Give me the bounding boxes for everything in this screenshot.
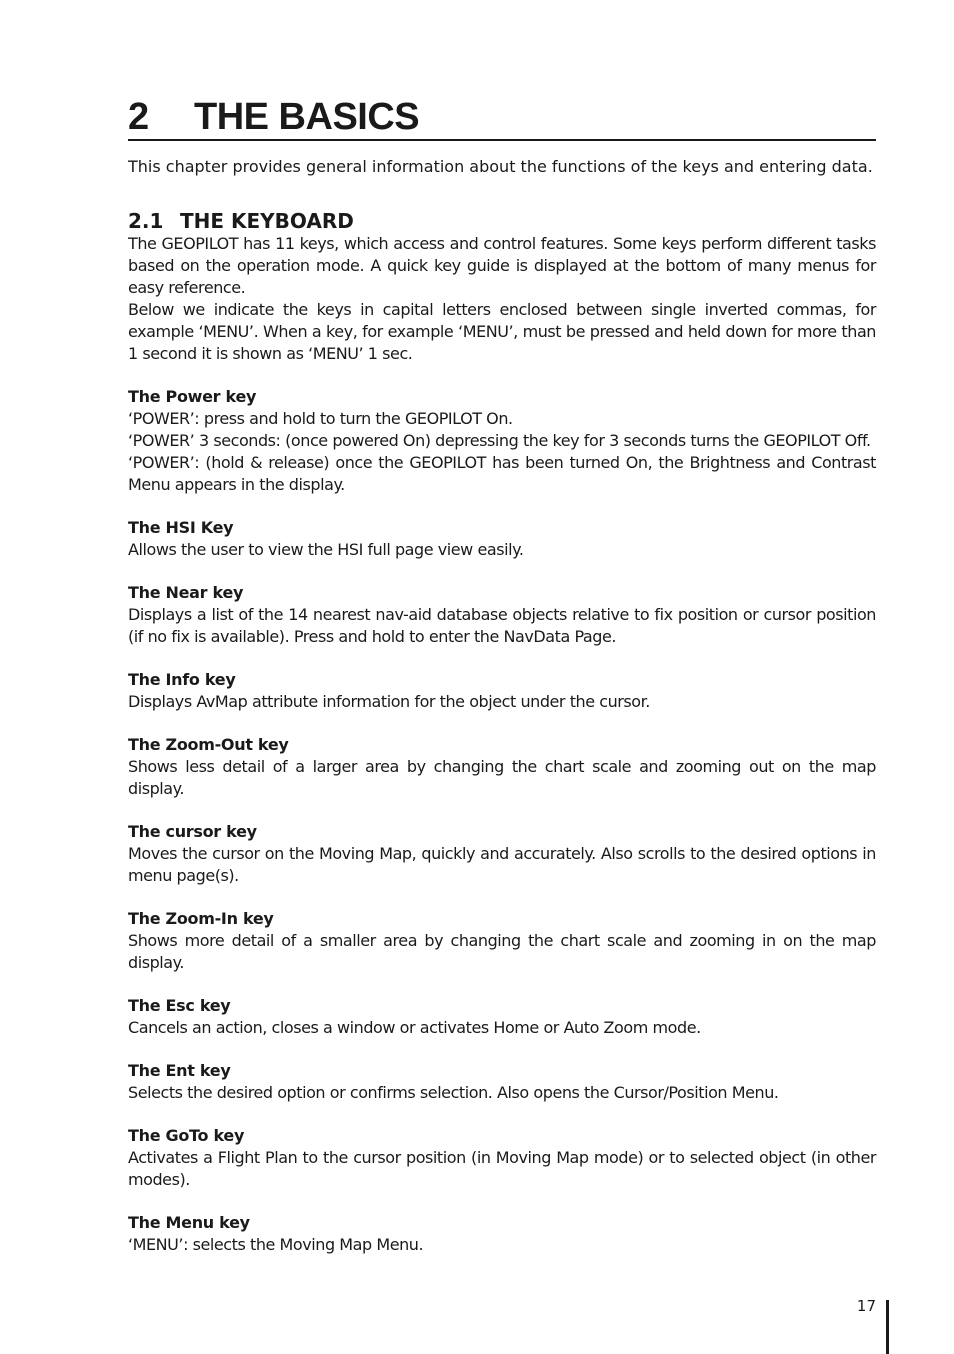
key-title: The Menu key [128, 1213, 250, 1232]
key-cursor [128, 821, 876, 887]
key-menu [128, 1212, 876, 1256]
key-info [128, 669, 876, 713]
key-description: Allows the user to view the HSI full page view easily. [128, 540, 524, 559]
intro-paragraph: This chapter provides general information about the functions of the keys and entering data. [128, 157, 873, 176]
section-number: 2.1 [128, 209, 164, 233]
key-title: The HSI Key [128, 518, 234, 537]
key-description: Cancels an action, closes a window or activates Home or Auto Zoom mode. [128, 1018, 701, 1037]
key-description: Activates a Flight Plan to the cursor position (in Moving Map mode) or to selected object (in other modes). [128, 1148, 876, 1189]
key-title: The Zoom-Out key [128, 735, 289, 754]
key-title: The Esc key [128, 996, 231, 1015]
section-title: THE KEYBOARD [180, 209, 354, 233]
key-hsi [128, 517, 876, 561]
section-heading [128, 208, 354, 234]
key-title: The Near key [128, 583, 244, 602]
key-description: Shows less detail of a larger area by changing the chart scale and zooming out on the map display. [128, 757, 876, 798]
section-paragraph: The GEOPILOT has 11 keys, which access and control features. Some keys perform different tasks based on the operation mode. A quick key guide is displayed at the bottom of many menus for easy reference. [128, 234, 876, 297]
chapter-heading [128, 95, 876, 141]
key-ent [128, 1060, 876, 1104]
key-goto [128, 1125, 876, 1191]
key-description: Displays AvMap attribute information for the object under the cursor. [128, 692, 650, 711]
section-paragraph: Below we indicate the keys in capital letters enclosed between single inverted commas, for example ‘MENU’. When a key, for example ‘MENU’, must be pressed and held down for more than 1 second it is shown as ‘MENU’ 1 sec. [128, 300, 876, 363]
key-near [128, 582, 876, 648]
key-description: Shows more detail of a smaller area by changing the chart scale and zooming in on the map display. [128, 931, 876, 972]
chapter-number: 2 [128, 96, 149, 139]
key-esc [128, 995, 876, 1039]
key-description: Moves the cursor on the Moving Map, quickly and accurately. Also scrolls to the desired options in menu page(s). [128, 844, 876, 885]
chapter-title: THE BASICS [194, 96, 420, 139]
key-title: The Power key [128, 387, 257, 406]
page-edge-bar [886, 1300, 889, 1354]
key-zoom-in [128, 908, 876, 974]
key-title: The GoTo key [128, 1126, 245, 1145]
page-number: 17 [856, 1297, 876, 1315]
key-descriptions [128, 386, 876, 1277]
key-zoom-out [128, 734, 876, 800]
key-power [128, 386, 876, 496]
key-title: The Info key [128, 670, 236, 689]
section-body [128, 233, 876, 365]
key-description: Selects the desired option or confirms selection. Also opens the Cursor/Position Menu. [128, 1083, 779, 1102]
key-description: ‘POWER’: (hold & release) once the GEOPILOT has been turned On, the Brightness and Contrast Menu appears in the display. [128, 453, 876, 494]
key-title: The Ent key [128, 1061, 231, 1080]
key-description: ‘MENU’: selects the Moving Map Menu. [128, 1235, 424, 1254]
key-title: The Zoom-In key [128, 909, 274, 928]
key-description: ‘POWER’: press and hold to turn the GEOPILOT On. [128, 409, 513, 428]
key-description: ‘POWER’ 3 seconds: (once powered On) depressing the key for 3 seconds turns the GEOPILOT Off. [128, 431, 871, 450]
key-title: The cursor key [128, 822, 257, 841]
key-description: Displays a list of the 14 nearest nav-aid database objects relative to fix position or cursor position (if no fix is available). Press and hold to enter the NavData Page. [128, 605, 876, 646]
